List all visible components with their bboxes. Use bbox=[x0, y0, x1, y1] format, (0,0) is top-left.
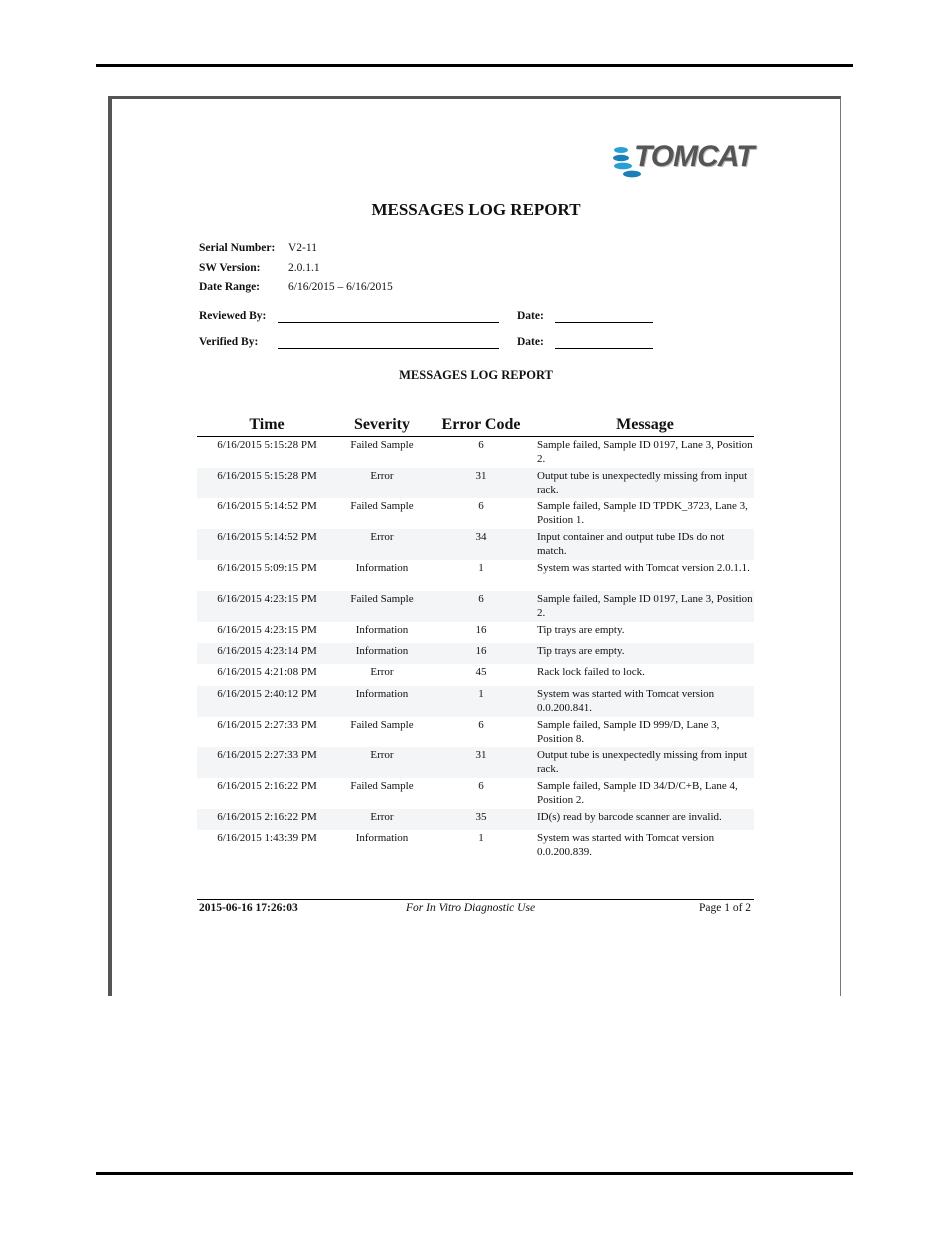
table-row bbox=[197, 664, 754, 686]
table-row bbox=[197, 747, 754, 778]
top-rule bbox=[96, 64, 853, 67]
cell-error-code: 45 bbox=[475, 666, 487, 678]
table-row bbox=[197, 622, 754, 643]
serial-number-value: V2-11 bbox=[288, 242, 317, 254]
cell-message: System was started with Tomcat version 0.0.200.841. bbox=[537, 688, 715, 714]
reviewed-by-line bbox=[278, 322, 499, 323]
cell-message: Sample failed, Sample ID 34/D/C+B, Lane 4, Position 2. bbox=[537, 780, 738, 806]
cell-error-code: 1 bbox=[478, 688, 484, 700]
cell-severity: Error bbox=[370, 749, 394, 761]
cell-time: 6/16/2015 4:23:15 PM bbox=[217, 593, 317, 605]
cell-time: 6/16/2015 4:23:15 PM bbox=[217, 624, 317, 636]
footer-notice: For In Vitro Diagnostic Use bbox=[406, 902, 536, 914]
cell-message: ID(s) read by barcode scanner are invalid. bbox=[537, 811, 722, 823]
tomcat-logo bbox=[612, 140, 752, 182]
cell-message: System was started with Tomcat version 2.0.1.1. bbox=[537, 562, 750, 574]
cell-error-code: 31 bbox=[475, 470, 487, 482]
cell-severity: Failed Sample bbox=[350, 500, 414, 512]
cell-message: System was started with Tomcat version 0.0.200.839. bbox=[537, 832, 715, 858]
table-row bbox=[197, 468, 754, 498]
verified-by-line bbox=[278, 348, 499, 349]
cell-message: Sample failed, Sample ID 0197, Lane 3, Position 2. bbox=[537, 439, 753, 465]
header-message: Message bbox=[616, 416, 674, 433]
cell-error-code: 34 bbox=[475, 531, 487, 543]
reviewed-by-label: Reviewed By: bbox=[199, 310, 267, 322]
cell-time: 6/16/2015 5:09:15 PM bbox=[217, 562, 317, 574]
cell-message: Output tube is unexpectedly missing from input rack. bbox=[537, 749, 748, 775]
cell-error-code: 35 bbox=[475, 811, 487, 823]
logo-text: TOMCAT bbox=[634, 140, 754, 173]
table-header bbox=[197, 414, 754, 437]
bottom-rule bbox=[96, 1172, 853, 1175]
cell-severity: Information bbox=[355, 624, 409, 636]
reviewed-date-label: Date: bbox=[517, 310, 544, 322]
cell-time: 6/16/2015 4:23:14 PM bbox=[217, 645, 317, 657]
messages-table bbox=[197, 414, 754, 861]
table-row bbox=[197, 643, 754, 664]
cell-message: Output tube is unexpectedly missing from input rack. bbox=[537, 470, 748, 496]
cell-error-code: 16 bbox=[475, 624, 487, 636]
cell-time: 6/16/2015 2:27:33 PM bbox=[217, 749, 317, 761]
table-row bbox=[197, 591, 754, 622]
cell-time: 6/16/2015 5:14:52 PM bbox=[217, 531, 317, 543]
cell-time: 6/16/2015 2:16:22 PM bbox=[217, 780, 317, 792]
cell-time: 6/16/2015 2:27:33 PM bbox=[217, 719, 317, 731]
table-row bbox=[197, 437, 754, 468]
cell-message: Sample failed, Sample ID TPDK_3723, Lane 3, Position 1. bbox=[537, 500, 748, 526]
table-row bbox=[197, 717, 754, 747]
footer-page-number: Page 1 of 2 bbox=[699, 902, 752, 914]
cell-error-code: 6 bbox=[478, 500, 484, 512]
sw-version-label: SW Version: bbox=[199, 262, 261, 274]
header-severity: Severity bbox=[354, 416, 410, 433]
table-row bbox=[197, 498, 754, 529]
cell-error-code: 6 bbox=[478, 780, 484, 792]
cell-time: 6/16/2015 1:43:39 PM bbox=[217, 832, 317, 844]
header-error-code: Error Code bbox=[441, 416, 521, 433]
cell-message: Tip trays are empty. bbox=[537, 645, 625, 657]
footer-rule bbox=[197, 899, 754, 900]
cell-time: 6/16/2015 5:15:28 PM bbox=[217, 470, 317, 482]
header-time: Time bbox=[249, 416, 285, 433]
serial-number-label: Serial Number: bbox=[199, 242, 276, 254]
cell-time: 6/16/2015 2:16:22 PM bbox=[217, 811, 317, 823]
table-row bbox=[197, 778, 754, 809]
cell-severity: Information bbox=[355, 562, 409, 574]
cell-severity: Failed Sample bbox=[350, 719, 414, 731]
cell-error-code: 1 bbox=[478, 562, 484, 574]
table-subtitle: MESSAGES LOG REPORT bbox=[399, 368, 553, 382]
table-row bbox=[197, 809, 754, 830]
date-range-label: Date Range: bbox=[199, 281, 260, 293]
cell-severity: Error bbox=[370, 811, 394, 823]
table-body bbox=[197, 437, 754, 861]
cell-severity: Information bbox=[355, 832, 409, 844]
cell-severity: Error bbox=[370, 531, 394, 543]
cell-severity: Failed Sample bbox=[350, 780, 414, 792]
footer-timestamp: 2015-06-16 17:26:03 bbox=[199, 902, 298, 914]
cell-severity: Error bbox=[370, 666, 394, 678]
cell-time: 6/16/2015 4:21:08 PM bbox=[217, 666, 317, 678]
verified-date-line bbox=[555, 348, 653, 349]
report-title: MESSAGES LOG REPORT bbox=[371, 200, 581, 219]
cell-time: 6/16/2015 5:14:52 PM bbox=[217, 500, 317, 512]
date-range-value: 6/16/2015 – 6/16/2015 bbox=[288, 281, 393, 293]
cell-error-code: 6 bbox=[478, 593, 484, 605]
cell-error-code: 6 bbox=[478, 719, 484, 731]
cell-severity: Error bbox=[370, 470, 394, 482]
cell-message: Tip trays are empty. bbox=[537, 624, 625, 636]
table-row bbox=[197, 830, 754, 861]
cell-error-code: 1 bbox=[478, 832, 484, 844]
table-row bbox=[197, 560, 754, 591]
cell-severity: Information bbox=[355, 688, 409, 700]
cell-time: 6/16/2015 2:40:12 PM bbox=[217, 688, 317, 700]
cell-severity: Information bbox=[355, 645, 409, 657]
sw-version-value: 2.0.1.1 bbox=[288, 262, 320, 274]
table-row bbox=[197, 529, 754, 560]
verified-date-label: Date: bbox=[517, 336, 544, 348]
cell-error-code: 6 bbox=[478, 439, 484, 451]
cell-message: Sample failed, Sample ID 999/D, Lane 3, Position 8. bbox=[537, 719, 720, 745]
cell-error-code: 16 bbox=[475, 645, 487, 657]
cell-time: 6/16/2015 5:15:28 PM bbox=[217, 439, 317, 451]
cell-severity: Failed Sample bbox=[350, 439, 414, 451]
cell-error-code: 31 bbox=[475, 749, 487, 761]
cell-message: Rack lock failed to lock. bbox=[537, 666, 645, 678]
cell-severity: Failed Sample bbox=[350, 593, 414, 605]
table-row bbox=[197, 686, 754, 717]
verified-by-label: Verified By: bbox=[199, 336, 259, 348]
reviewed-date-line bbox=[555, 322, 653, 323]
cell-message: Input container and output tube IDs do not match. bbox=[537, 531, 725, 557]
cell-message: Sample failed, Sample ID 0197, Lane 3, Position 2. bbox=[537, 593, 753, 619]
